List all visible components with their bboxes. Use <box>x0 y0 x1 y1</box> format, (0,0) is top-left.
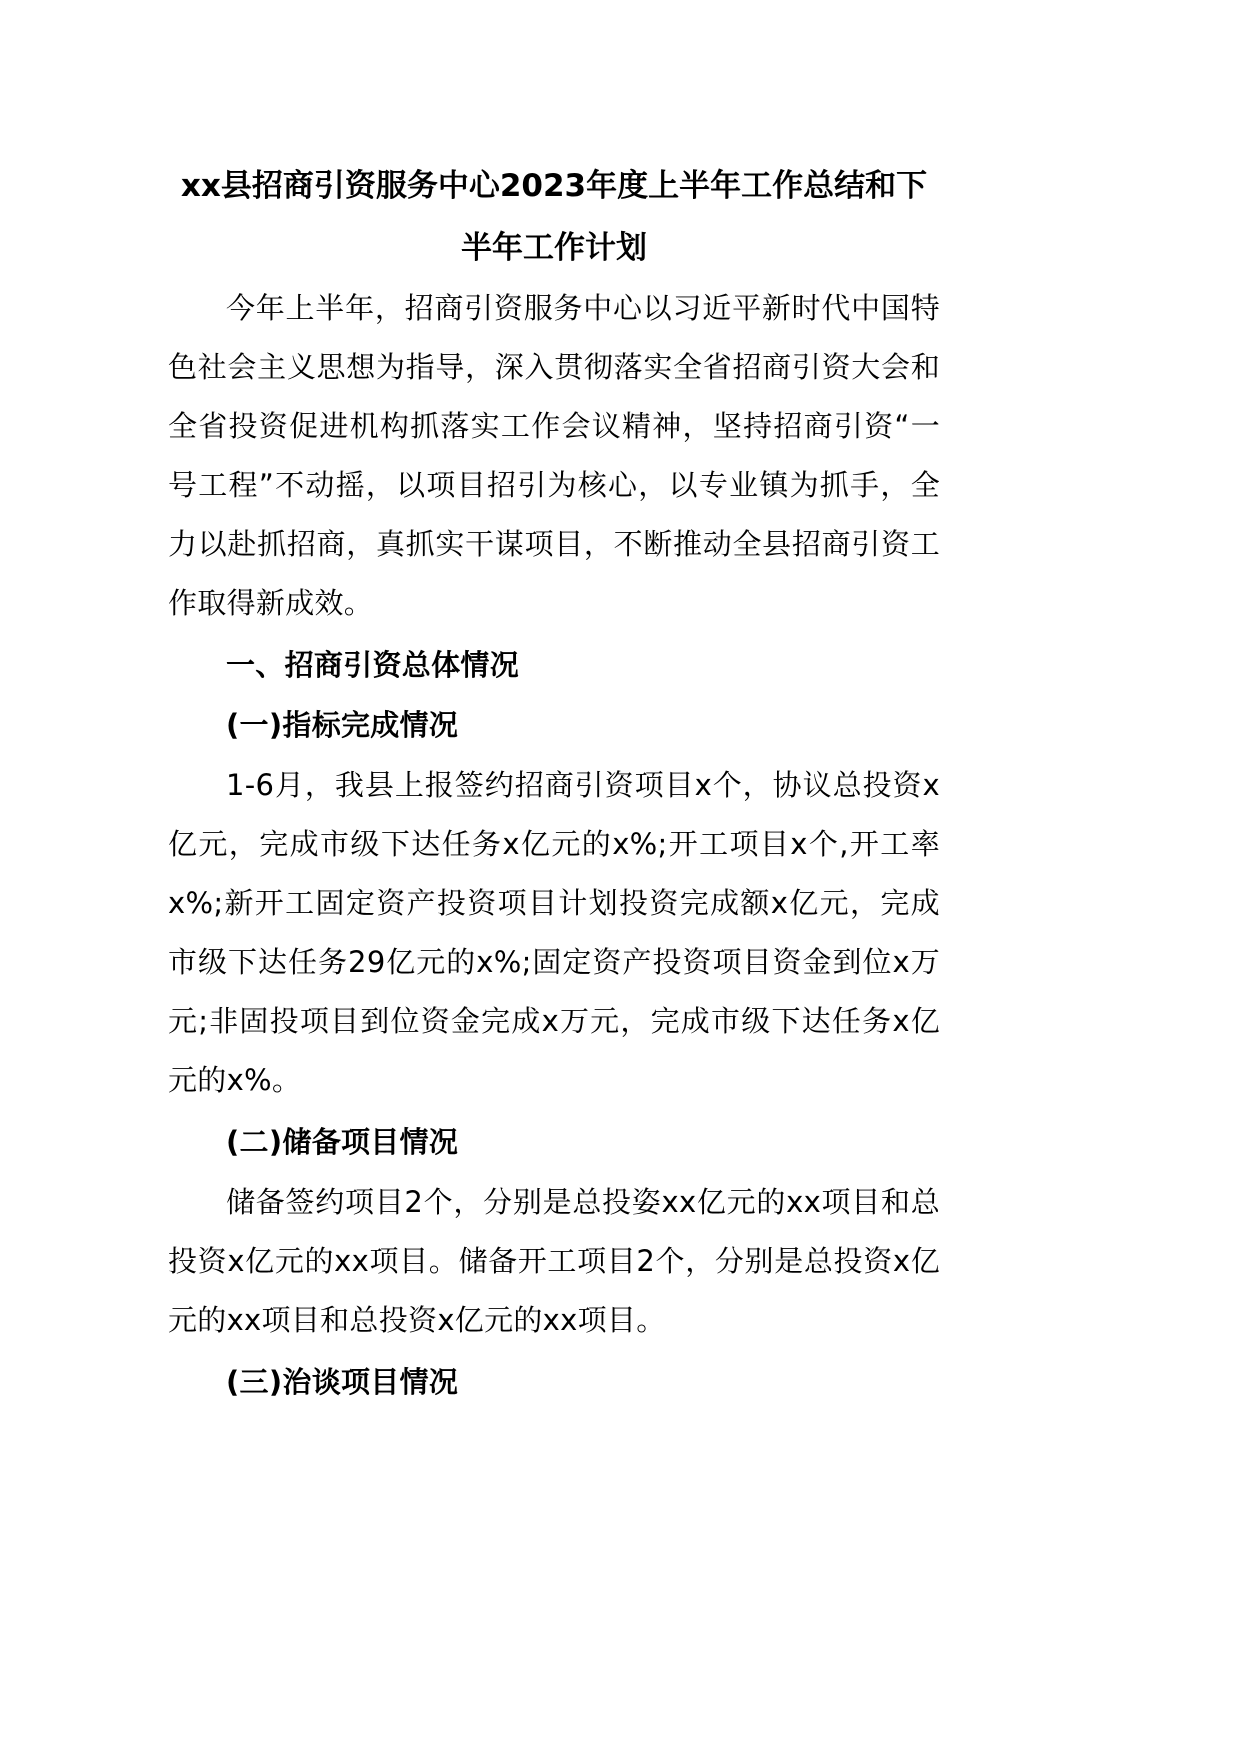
indicators-paragraph: 1-6月，我县上报签约招商引资项目x个，协议总投资x亿元，完成市级下达任务x亿元的x%;开工项目x个,开工率x%;新开工固定资产投资项目计划投资完成额x亿元，完成市级下达任务29亿元的x%;固定资产投资项目资金到位x万元;非固投项目到位资金完成x万元，完成市级下达任务x亿元的x%。 <box>168 768 940 1097</box>
intro-paragraph: 今年上半年，招商引资服务中心以习近平新时代中国特色社会主义思想为指导，深入贯彻落实全省招商引资大会和全省投资促进机构抓落实工作会议精神，坚持招商引资“一号工程”不动摇，以项目招引为核心，以专业镇为抓手，全力以赴抓招商，真抓实干谋项目，不断推动全县招商引资工作取得新成效。 <box>168 291 940 620</box>
subsection-heading-reserve-projects: (二)储备项目情况 <box>226 1125 459 1159</box>
reserve-projects-paragraph: 储备签约项目2个，分别是总投姿xx亿元的xx项目和总投资x亿元的xx项目。储备开工项目2个，分别是总投资x亿元的xx项目和总投资x亿元的xx项目。 <box>168 1185 940 1337</box>
document-title: xx县招商引资服务中心2023年度上半年工作总结和下半年工作计划 <box>180 168 928 266</box>
subsection-heading-negotiation-projects: (三)治谈项目情况 <box>226 1365 459 1399</box>
subsection-heading-indicators: (一)指标完成情况 <box>226 708 459 742</box>
document-page <box>168 155 940 1412</box>
section-heading-overall: 一、招商引资总体情况 <box>226 648 520 682</box>
